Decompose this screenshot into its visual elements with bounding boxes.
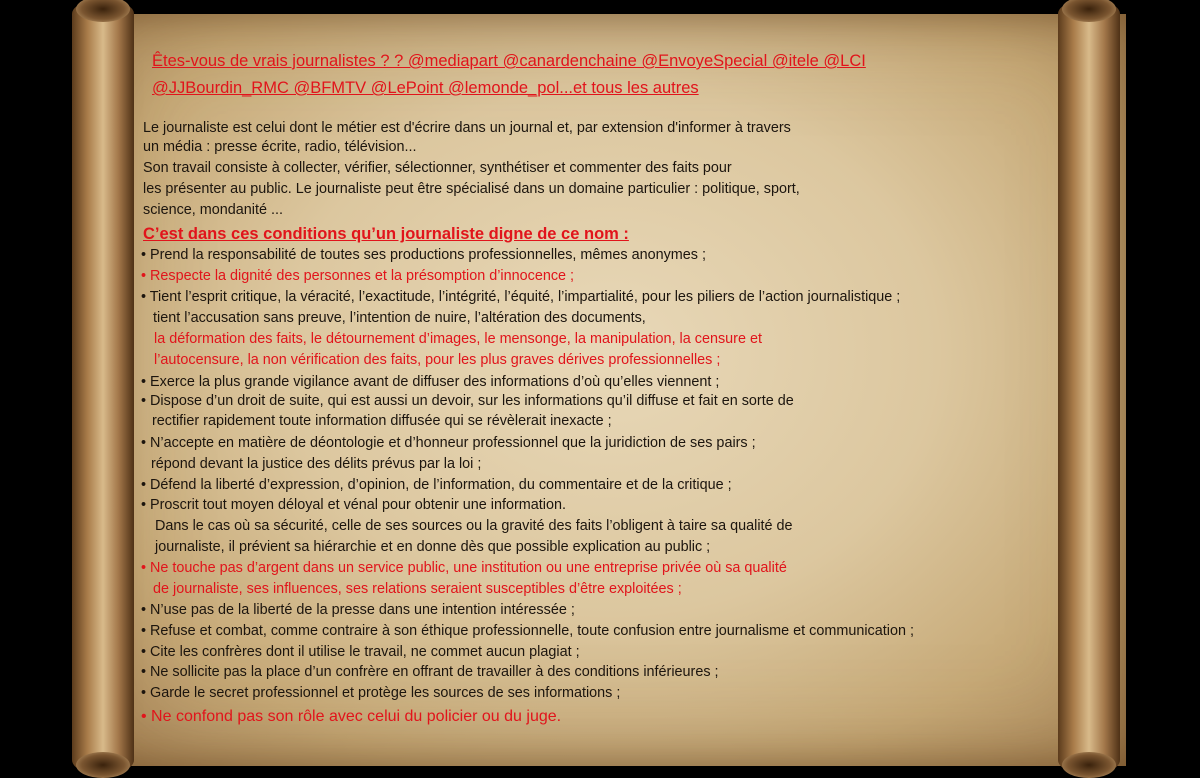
rule-line-highlight: • Respecte la dignité des personnes et la présomption d’innocence ; (141, 268, 575, 284)
rule-line: journaliste, il prévient sa hiérarchie et en donne dès que possible explication au public ; (155, 539, 711, 555)
rule-line: tient l’accusation sans preuve, l’intention de nuire, l’altération des documents, (153, 310, 646, 326)
rule-line: rectifier rapidement toute information diffusée qui se révèlerait inexacte ; (152, 413, 612, 429)
rule-line: • Ne sollicite pas la place d’un confrère en offrant de travailler à des conditions inférieures ; (141, 664, 719, 680)
rule-line: • Tient l’esprit critique, la véracité, l’exactitude, l’intégrité, l’équité, l’impartialité, pour les piliers de l’action journalistique ; (141, 289, 901, 305)
intro-line: Son travail consiste à collecter, vérifier, sélectionner, synthétiser et commenter des faits pour (143, 160, 732, 176)
rule-line-highlight: • Ne touche pas d’argent dans un service public, une institution ou une entreprise privée où sa qualité (141, 560, 787, 576)
rule-line: • Exerce la plus grande vigilance avant de diffuser des informations d’où qu’elles viennent ; (141, 374, 720, 390)
rule-line: Dans le cas où sa sécurité, celle de ses sources ou la gravité des faits l’obligent à taire sa qualité de (155, 518, 793, 534)
rule-line: • N’use pas de la liberté de la presse dans une intention intéressée ; (141, 602, 575, 618)
intro-line: un média : presse écrite, radio, télévision... (143, 139, 417, 155)
intro-line: science, mondanité ... (143, 202, 283, 218)
intro-line: les présenter au public. Le journaliste peut être spécialisé dans un domaine particulier : politique, sport, (143, 181, 800, 197)
rule-line: • Dispose d’un droit de suite, qui est aussi un devoir, sur les informations qu’il diffuse et fait en sorte de (141, 393, 794, 409)
rule-line: • Défend la liberté d’expression, d’opinion, de l’information, du commentaire et de la critique ; (141, 477, 732, 493)
subheading: C’est dans ces conditions qu’un journaliste digne de ce nom : (143, 225, 629, 243)
rule-line: • N’accepte en matière de déontologie et d’honneur professionnel que la juridiction de ses pairs ; (141, 435, 756, 451)
rule-line-highlight: • Ne confond pas son rôle avec celui du policier ou du juge. (141, 708, 562, 725)
rule-line: • Refuse et combat, comme contraire à son éthique professionnelle, toute confusion entre journalisme et communication ; (141, 623, 914, 639)
rule-line: • Cite les confrères dont il utilise le travail, ne commet aucun plagiat ; (141, 644, 580, 660)
rule-line-highlight: l’autocensure, la non vérification des faits, pour les plus graves dérives professionnelles ; (154, 352, 721, 368)
rule-line: • Prend la responsabilité de toutes ses productions professionnelles, mêmes anonymes ; (141, 247, 706, 263)
rule-line: répond devant la justice des délits prévus par la loi ; (151, 456, 482, 472)
rule-line-highlight: de journaliste, ses influences, ses relations seraient susceptibles d’être exploitées ; (153, 581, 682, 597)
intro-line: Le journaliste est celui dont le métier est d'écrire dans un journal et, par extension d'informer à travers (143, 120, 791, 136)
heading-line-2: @JJBourdin_RMC @BFMTV @LePoint @lemonde_pol...et tous les autres (152, 79, 699, 97)
rule-line: • Proscrit tout moyen déloyal et vénal pour obtenir une information. (141, 497, 566, 513)
rule-line: • Garde le secret professionnel et protège les sources de ses informations ; (141, 685, 621, 701)
rule-line-highlight: la déformation des faits, le détournement d’images, le mensonge, la manipulation, la censure et (154, 331, 762, 347)
heading-line-1: Êtes-vous de vrais journalistes ? ? @mediapart @canardenchaine @EnvoyeSpecial @itele @LCI (152, 52, 866, 70)
